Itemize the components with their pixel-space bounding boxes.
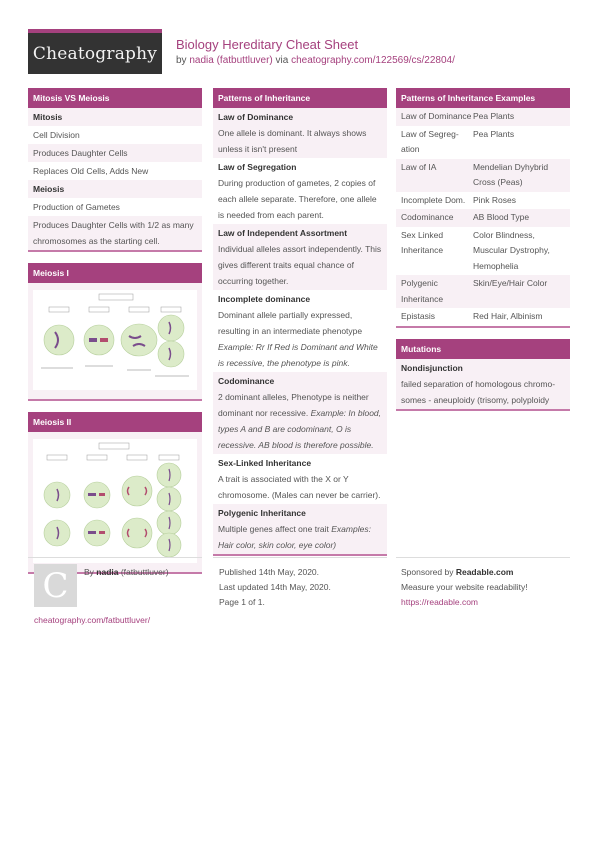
footer-divider <box>213 557 387 558</box>
footer-divider <box>28 557 202 558</box>
section-title: Patterns of Inheritance <box>213 88 387 108</box>
list-item: Polygenic Inheritance Multiple genes affect one trait Examples: Hair color, skin color, eye color) <box>213 504 387 554</box>
column-3 <box>396 88 570 422</box>
sponsor-name: Readable.com <box>455 567 514 577</box>
avatar[interactable]: C <box>34 564 77 607</box>
list-item: Law of Independent Assortment Individual alleles assort independently. This gives different traits equal chance of occurring together. <box>213 224 387 290</box>
page-count: Page 1 of 1. <box>219 597 265 607</box>
sponsor-tagline: Measure your website readability! <box>401 582 528 592</box>
byline: by nadia (fatbuttluver) via cheatography.com/122569/cs/22804/ <box>176 55 455 66</box>
list-item: Incomplete dominance Dominant allele partially expressed, resulting in an intermediate phenotype Example: Rr If Red is Dominant and White is recessive, the phenotype is pink. <box>213 290 387 372</box>
table-row: Incomplete Dom. Pink Roses <box>396 192 570 210</box>
section-title: Mutations <box>396 339 570 359</box>
footer-sponsor: Sponsored by Readable.com Measure your website readability! https://readable.com <box>401 567 528 607</box>
page-title[interactable]: Biology Hereditary Cheat Sheet <box>176 37 359 52</box>
logo-text: Cheatography <box>32 43 158 64</box>
section-meiosis-1 <box>28 263 202 401</box>
table-row: Law of IA Mendelian Dyhybrid Cross (Peas) <box>396 159 570 192</box>
meiosis-1-diagram <box>33 290 197 390</box>
table-row: Sex Linked Inheritance Color Blindness, Muscular Dystrophy, Hemophelia <box>396 227 570 276</box>
column-1 <box>28 88 202 585</box>
list-item: Law of Segregation During production of gametes, 2 copies of each allele separate. Therefore, one allele is needed from each parent. <box>213 158 387 224</box>
list-item: Nondisjunction failed separation of homologous chromosomes - aneuploidy (trisomy, polyploidy <box>396 359 570 409</box>
table-row: Law of Segregation Pea Plants <box>396 126 570 159</box>
section-mutations <box>396 339 570 411</box>
footer-profile <box>34 613 150 628</box>
author-link[interactable]: nadia (fatbuttluver) <box>189 55 273 66</box>
meiosis-2-diagram <box>33 439 197 563</box>
sheet-url-link[interactable]: cheatography.com/122569/cs/22804/ <box>291 55 455 66</box>
section-title: Patterns of Inheritance Examples <box>396 88 570 108</box>
footer-author: By nadia (fatbuttluver) <box>84 567 169 577</box>
profile-link[interactable]: cheatography.com/fatbuttluver/ <box>34 615 151 625</box>
published-date: Published 14th May, 2020. <box>219 567 320 577</box>
footer-divider <box>396 557 570 558</box>
table-row: Codominance AB Blood Type <box>396 209 570 227</box>
list-item: Produces Daughter Cells <box>28 144 202 162</box>
table-row: Polygenic Inheritance Skin/Eye/Hair Color <box>396 275 570 308</box>
list-item: Law of Dominance One allele is dominant. It always shows unless it isn't present <box>213 108 387 158</box>
updated-date: Last updated 14th May, 2020. <box>219 582 331 592</box>
cheatography-logo[interactable] <box>28 29 162 74</box>
image-wrapper <box>28 432 202 572</box>
section-mitosis-vs-meiosis <box>28 88 202 252</box>
section-title: Meiosis I <box>28 263 202 283</box>
list-item: Produces Daughter Cells with 1/2 as many chromosomes as the starting cell. <box>28 216 202 250</box>
column-2 <box>213 88 387 567</box>
list-item: Meiosis <box>28 180 202 198</box>
image-wrapper <box>28 283 202 399</box>
sponsor-link[interactable]: https://readable.com <box>401 597 479 607</box>
section-patterns-examples <box>396 88 570 328</box>
header <box>176 37 455 68</box>
list-item: Cell Division <box>28 126 202 144</box>
table-row: Epistasis Red Hair, Albinism <box>396 308 570 326</box>
author-name[interactable]: nadia <box>96 567 119 577</box>
section-title: Meiosis II <box>28 412 202 432</box>
list-item: Mitosis <box>28 108 202 126</box>
section-patterns-of-inheritance <box>213 88 387 556</box>
section-meiosis-2 <box>28 412 202 574</box>
footer-meta <box>219 565 331 610</box>
table-row: Law of Dominance Pea Plants <box>396 108 570 126</box>
section-title: Mitosis VS Meiosis <box>28 88 202 108</box>
list-item: Codominance 2 dominant alleles, Phenotype is neither dominant nor recessive. Example: In blood, types A and B are codominant, O is recessive. AB blood is therefore possible. <box>213 372 387 454</box>
list-item: Sex-Linked Inheritance A trait is associated with the X or Y chromosome. (Males can never be carrier). <box>213 454 387 504</box>
list-item: Replaces Old Cells, Adds New <box>28 162 202 180</box>
list-item: Production of Gametes <box>28 198 202 216</box>
